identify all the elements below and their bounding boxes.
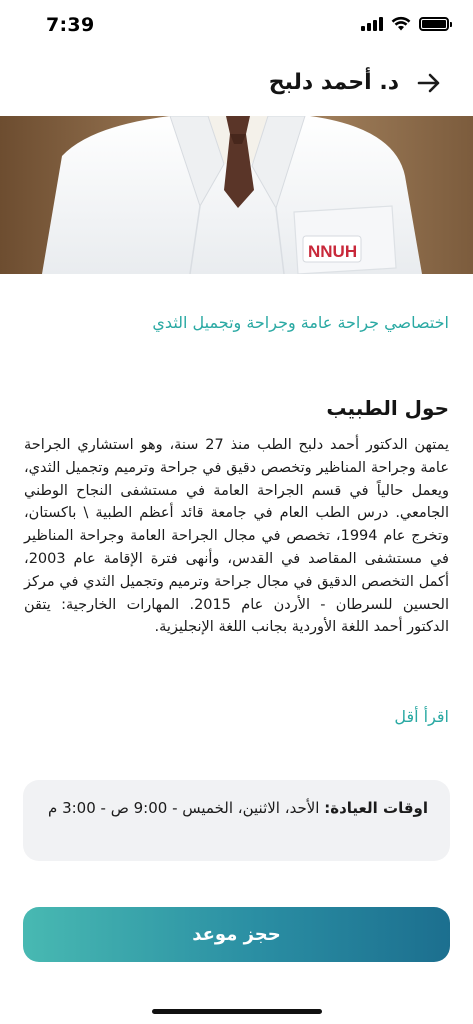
visiting-hours-card [23,780,450,861]
status-time: 7:39 [46,14,95,36]
book-appointment-button[interactable]: حجز موعد [23,907,450,962]
doctor-specialty: اختصاصي جراحة عامة وجراحة وتجميل الثدي [152,313,449,332]
signal-icon [361,17,383,31]
header [0,56,473,112]
about-title: حول الطبيب [326,396,449,420]
visiting-hours-value: الأحد، الاثنين، الخميس - 9:00 ص - 3:00 م [48,799,320,817]
status-icons [361,16,449,31]
arrow-right-icon [415,69,443,97]
wifi-icon [391,16,411,31]
visiting-hours-label: اوقات العيادة: [324,799,428,817]
back-button[interactable] [415,69,443,97]
battery-icon [419,17,449,31]
read-less-link[interactable]: اقرأ أقل [394,707,449,726]
doctor-name: د. أحمد دلبح [268,70,399,95]
about-text: يمتهن الدكتور أحمد دلبح الطب منذ 27 سنة، وهو استشاري الجراحة عامة وجراحة المناظير وتخصص دقيق في جراحة وترميم وتجميل الثدي، ويعمل حالياً في قسم الجراحة العامة في مستشفى النجاح الوطني الجامعي. درس الطب العام في جامعة قائد أعظم الطبية \ باكستان، وتخرج عام 1994، تخصص في مجال الجراحة العامة وجراحة المناظير في مستشفى المقاصد في القدس، وأنهى فترة الإقامة عام 2003، أكمل التخصص الدقيق في مجال جراحة وترميم وتجميل الثدي في مركز الحسين للسرطان - الأردن عام 2015. المهارات الخارجية: يتقن الدكتور أحمد اللغة الأوردية بجانب اللغة الإنجليزية. [24,437,449,636]
status-bar [0,0,473,50]
doctor-photo [0,116,473,274]
home-indicator [152,1009,322,1014]
hero-badge-text: NNUH [308,242,358,261]
